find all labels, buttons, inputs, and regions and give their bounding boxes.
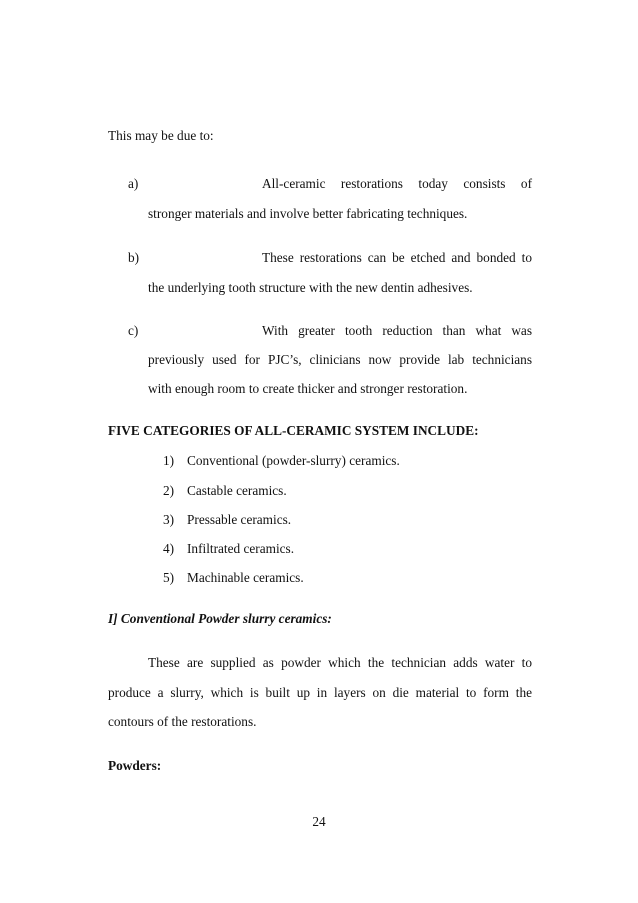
reason-c-line2: previously used for PJC’s, clinicians now provide lab technicians <box>148 352 532 367</box>
list-item-number: 5) <box>163 570 175 585</box>
section-heading: I] Conventional Powder slurry ceramics: <box>108 611 332 626</box>
reason-a-marker: a) <box>128 176 139 191</box>
reason-a-line2: stronger materials and involve better fabricating techniques. <box>148 206 468 221</box>
reason-b-line1: These restorations can be etched and bonded to <box>262 250 532 265</box>
list-item-text: Infiltrated ceramics. <box>187 541 295 556</box>
reason-c-line3: with enough room to create thicker and stronger restoration. <box>148 381 468 396</box>
list-item-text: Conventional (powder-slurry) ceramics. <box>187 453 400 468</box>
list-item-number: 3) <box>163 512 175 527</box>
list-item-number: 1) <box>163 453 175 468</box>
list-item-text: Pressable ceramics. <box>187 512 292 527</box>
list-item <box>163 512 291 528</box>
list-item-text: Machinable ceramics. <box>187 570 304 585</box>
powders-heading: Powders: <box>108 758 162 773</box>
list-item-number: 4) <box>163 541 175 556</box>
page-number: 24 <box>312 814 326 829</box>
list-item <box>163 453 400 469</box>
list-item <box>163 541 294 557</box>
paragraph-line1: These are supplied as powder which the technician adds water to <box>148 655 532 670</box>
paragraph-line2: produce a slurry, which is built up in layers on die material to form the <box>108 685 532 700</box>
paragraph-line3: contours of the restorations. <box>108 714 257 729</box>
reason-a-line1: All-ceramic restorations today consists of <box>262 176 532 191</box>
reason-c-line1: With greater tooth reduction than what was <box>262 323 532 338</box>
list-item-text: Castable ceramics. <box>187 483 287 498</box>
list-item <box>163 570 304 586</box>
reason-c-marker: c) <box>128 323 139 338</box>
list-item <box>163 483 287 499</box>
list-item-number: 2) <box>163 483 175 498</box>
reason-b-line2: the underlying tooth structure with the new dentin adhesives. <box>148 280 473 295</box>
reason-b-marker: b) <box>128 250 140 265</box>
categories-heading: FIVE CATEGORIES OF ALL-CERAMIC SYSTEM INCLUDE: <box>108 423 479 438</box>
intro-text: This may be due to: <box>108 128 214 143</box>
